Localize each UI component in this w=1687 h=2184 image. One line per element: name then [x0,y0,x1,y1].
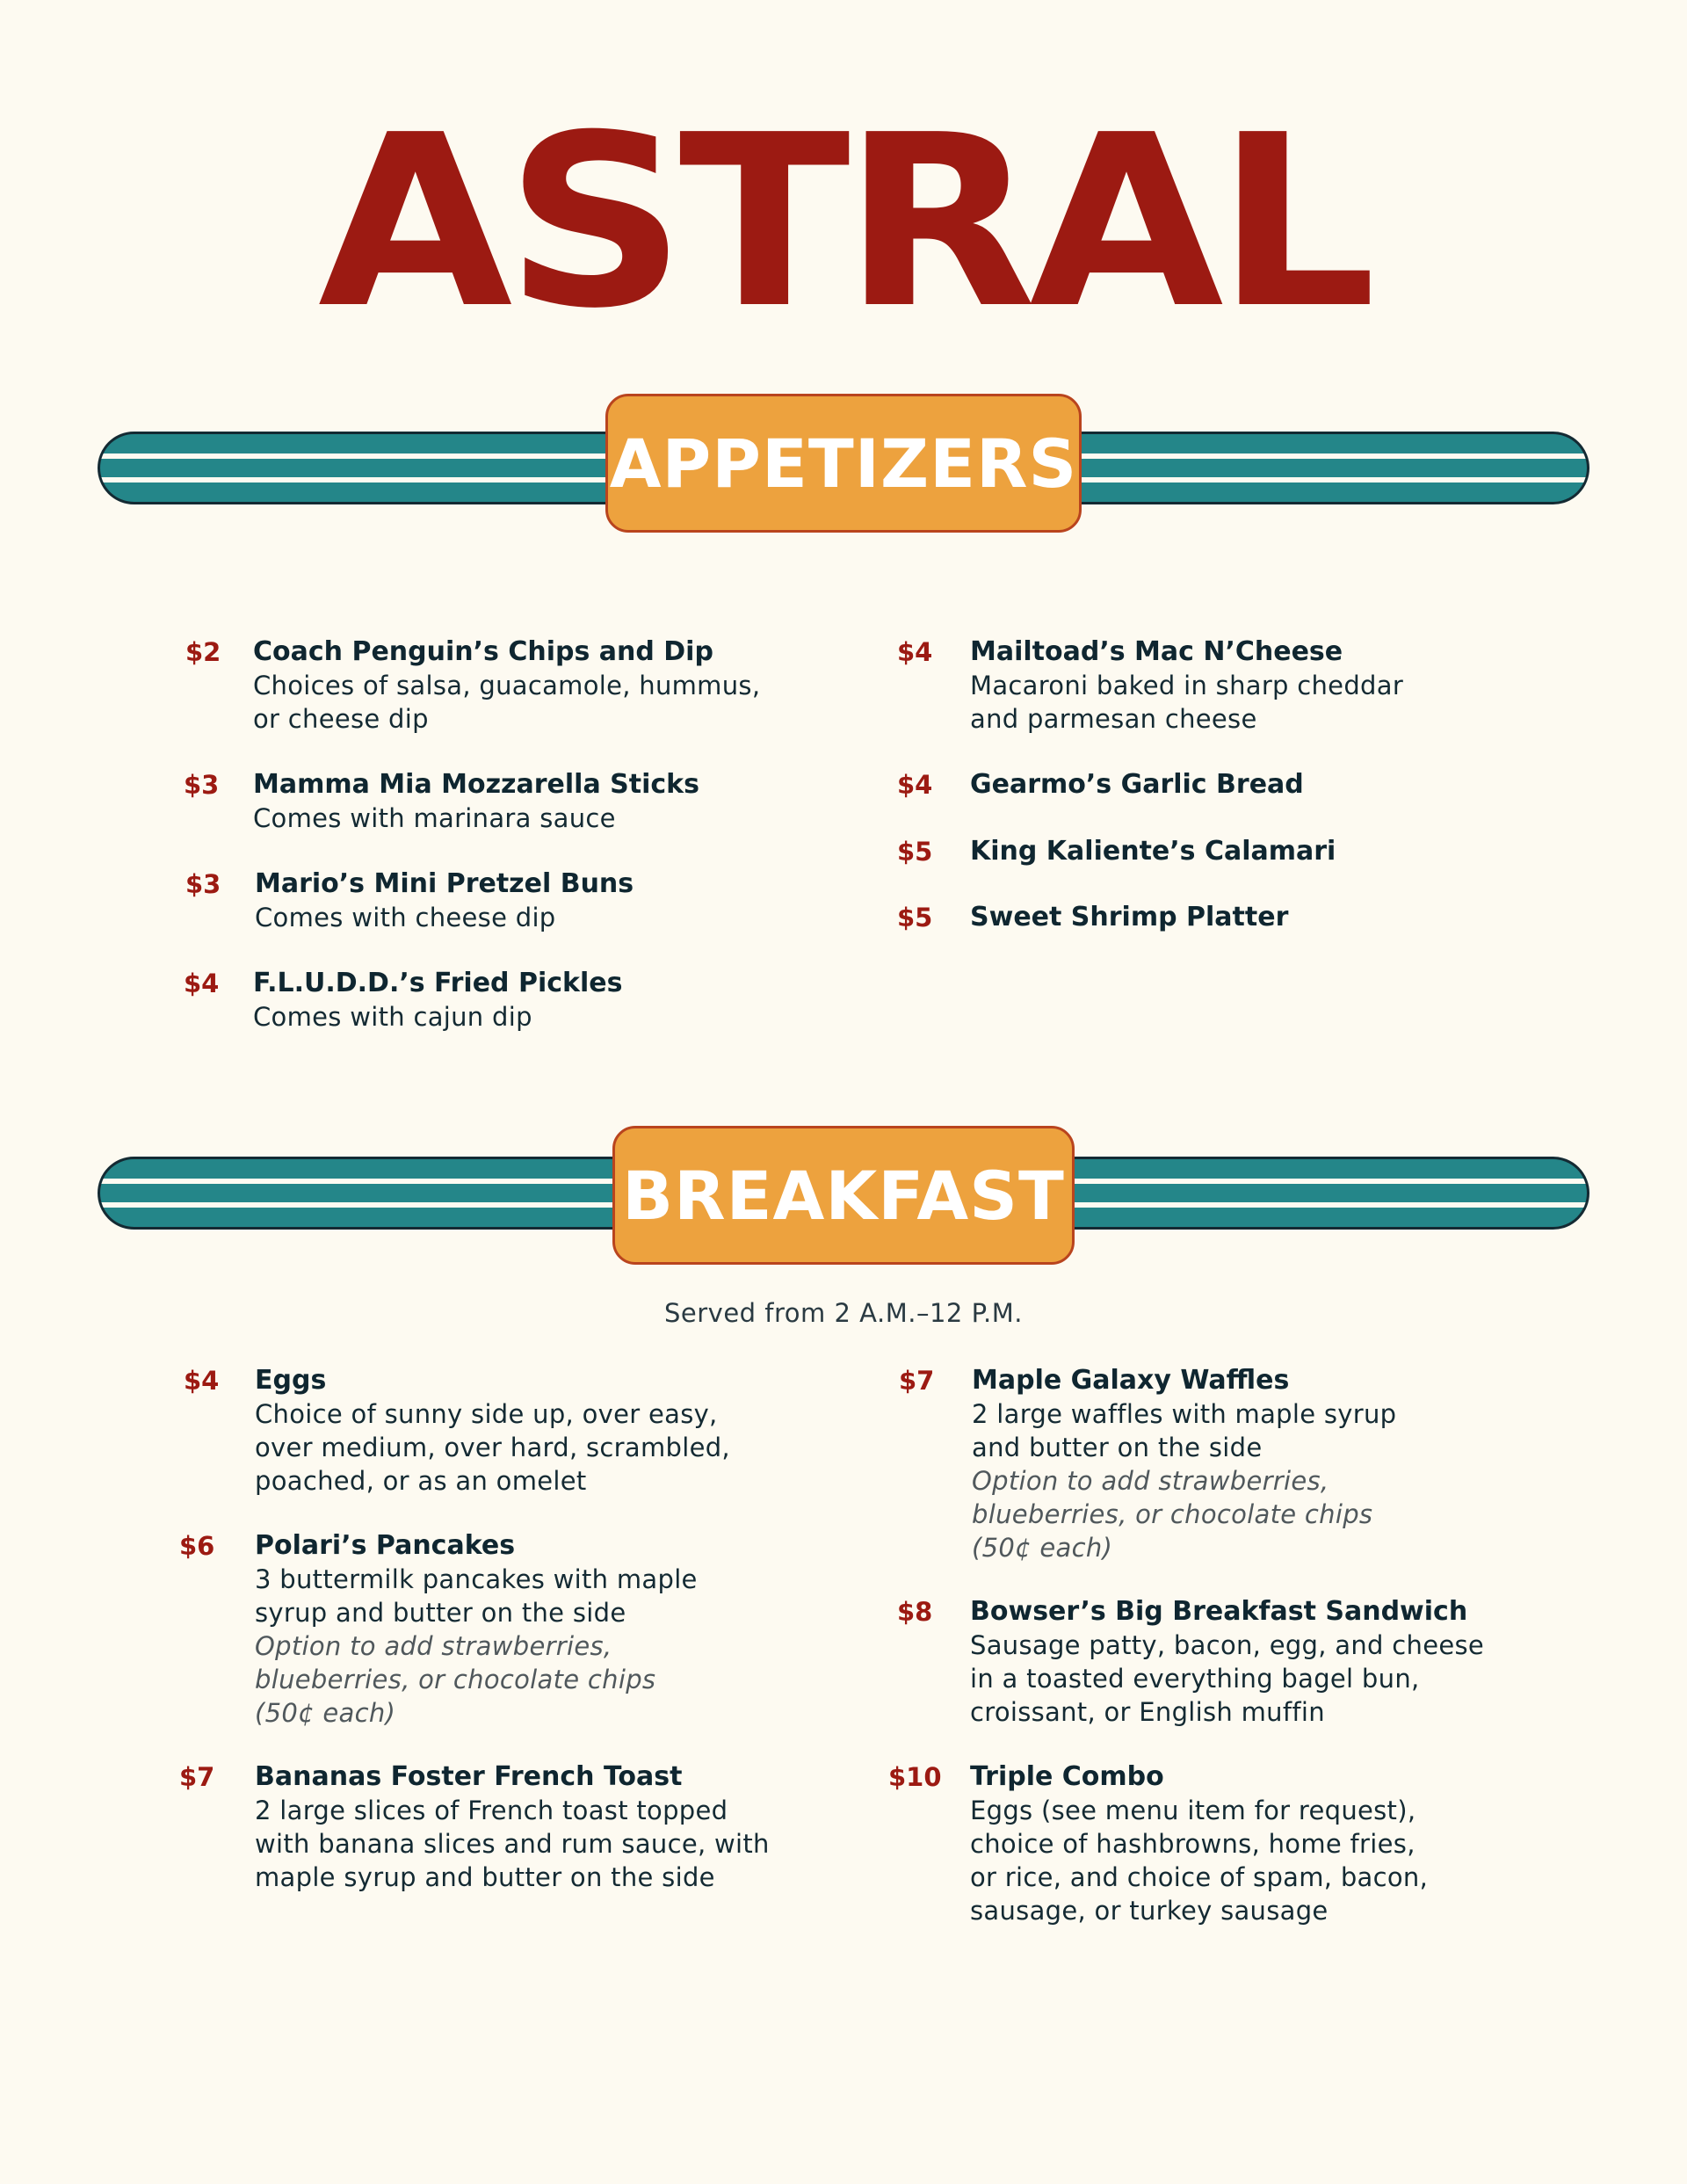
item-description: Choices of salsa, guacamole, hummus, or cheese dip [253,671,761,734]
item-price: $3 [184,770,220,800]
item-price: $10 [888,1762,942,1792]
item-price: $4 [184,969,220,998]
item-description: Eggs (see menu item for request), choice of hashbrowns, home fries, or rice, and choice of spam, bacon, sausage, or turkey sausage [970,1796,1429,1926]
item-price: $7 [899,1366,935,1396]
item-price: $5 [897,837,933,867]
item-name: Polari’s Pancakes [255,1530,516,1561]
item-name: King Kaliente’s Calamari [970,836,1336,867]
item-price: $4 [897,637,933,667]
item-price: $4 [184,1366,220,1396]
item-name: Mamma Mia Mozzarella Sticks [253,769,699,800]
item-price: $6 [179,1531,215,1561]
item-option-note: Option to add strawberries, blueberries, or chocolate chips (50¢ each) [972,1466,1373,1563]
item-description: 2 large slices of French toast topped with banana slices and rum sauce, with maple syrup and butter on the side [255,1796,770,1892]
item-name: Triple Combo [970,1761,1164,1792]
item-price: $8 [897,1597,933,1627]
item-description: Comes with marinara sauce [253,803,616,833]
item-price: $2 [185,637,221,667]
item-name: Coach Penguin’s Chips and Dip [253,636,713,667]
item-name: Maple Galaxy Waffles [972,1365,1290,1396]
item-name: F.L.U.D.D.’s Fried Pickles [253,968,623,998]
item-description: 2 large waffles with maple syrup and butter on the side [972,1399,1397,1462]
item-name: Bananas Foster French Toast [255,1761,683,1792]
item-name: Mario’s Mini Pretzel Buns [255,868,634,899]
item-description: Comes with cajun dip [253,1002,532,1032]
logo-astral: ASTRAL [317,83,1370,360]
item-option-note: Option to add strawberries, blueberries, or chocolate chips (50¢ each) [255,1631,656,1728]
breakfast-title-badge: BREAKFAST [612,1126,1075,1265]
item-name: Sweet Shrimp Platter [970,902,1289,932]
item-description: Sausage patty, bacon, egg, and cheese in a toasted everything bagel bun, croissant, or English muffin [970,1630,1485,1727]
item-price: $5 [897,903,933,932]
item-price: $7 [179,1762,215,1792]
item-description: Macaroni baked in sharp cheddar and parmesan cheese [970,671,1404,734]
item-price: $3 [185,869,221,899]
item-description: Comes with cheese dip [255,903,556,932]
item-name: Eggs [255,1365,327,1396]
item-name: Mailtoad’s Mac N’Cheese [970,636,1343,667]
item-name: Gearmo’s Garlic Bread [970,769,1304,800]
item-description: Choice of sunny side up, over easy, over medium, over hard, scrambled, poached, or as an omelet [255,1399,730,1496]
appetizers-title-badge: APPETIZERS [605,394,1082,533]
breakfast-hours: Served from 2 A.M.–12 P.M. [663,1298,1023,1328]
item-description: 3 buttermilk pancakes with maple syrup and butter on the side [255,1564,698,1628]
item-price: $4 [897,770,933,800]
item-name: Bowser’s Big Breakfast Sandwich [970,1596,1468,1627]
